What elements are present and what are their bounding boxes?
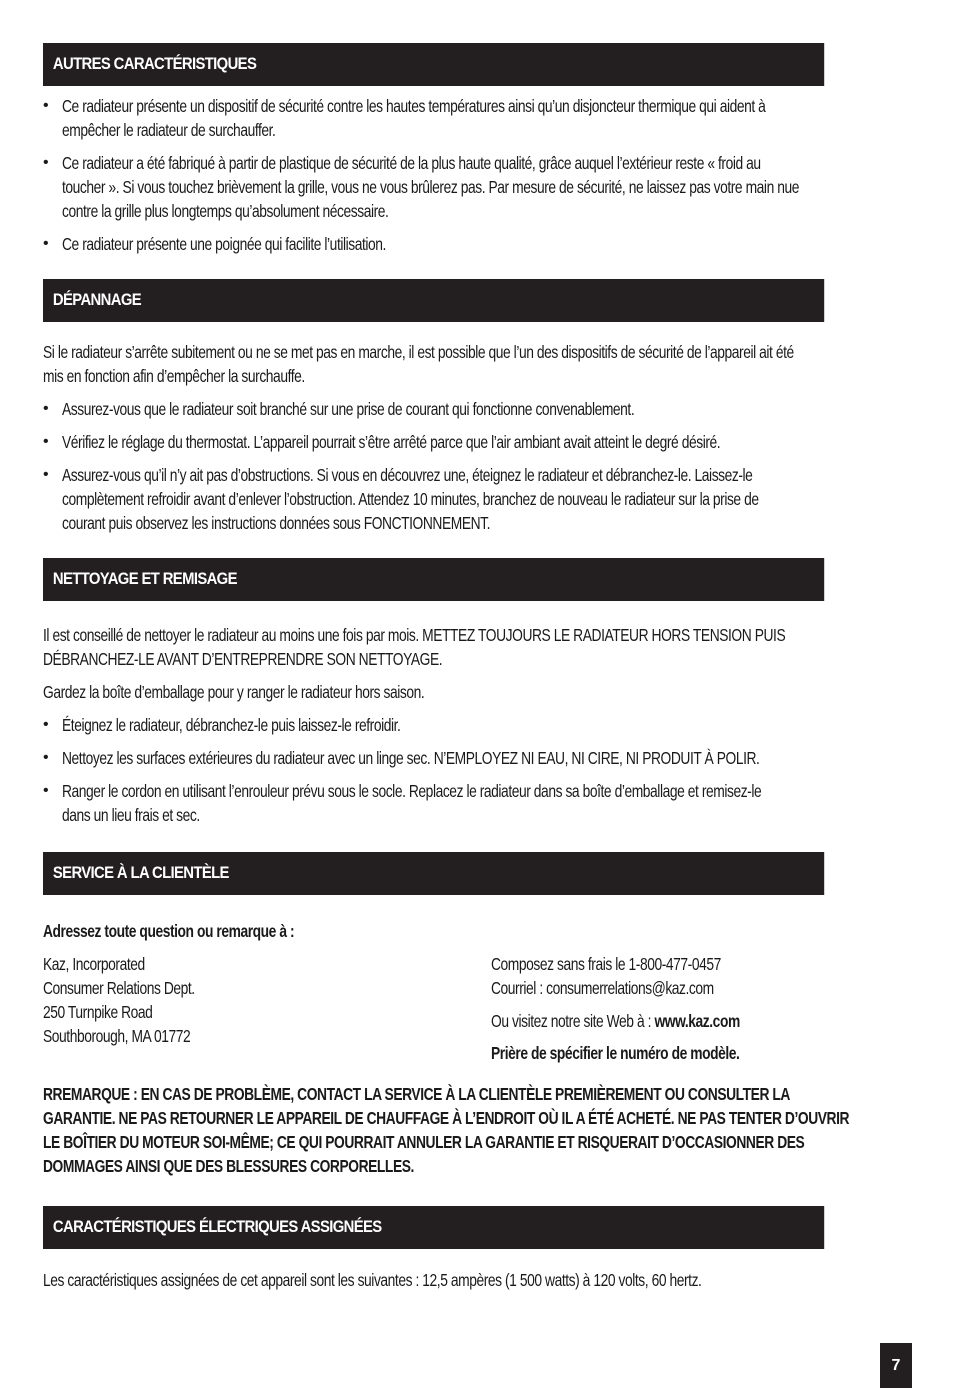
warning-line: GARANTIE. NE PAS RETOURNER LE APPAREIL DE CHAUFFAGE À L’ENDROIT OÙ IL A ÉTÉ ACHETÉ. NE PAS TENTER D’OUVRIR	[43, 1108, 850, 1128]
section-header-nettoyage: NETTOYAGE ET REMISAGE	[43, 558, 824, 601]
section-header-electrique: CARACTÉRISTIQUES ÉLECTRIQUES ASSIGNÉES	[43, 1206, 824, 1249]
list-item-line: Ranger le cordon en utilisant l’enrouleur prévu sous le socle. Replacez le radiateur dans sa boîte d’emballage et remisez-le	[62, 781, 762, 801]
bullet-marker: •	[43, 433, 49, 450]
bullet-marker: •	[43, 782, 49, 799]
address-line: Consumer Relations Dept.	[43, 978, 195, 998]
website-line	[491, 1009, 740, 1033]
electrical-rating: Les caractéristiques assignées de cet appareil sont les suivantes : 12,5 ampères (1 500 watts) à 120 volts, 60 hertz.	[43, 1270, 702, 1290]
section-header-autres: AUTRES CARACTÉRISTIQUES	[43, 43, 824, 86]
warning-line: LE BOÎTIER DU MOTEUR SOI-MÊME; CE QUI POURRAIT ANNULER LA GARANTIE ET RISQUERAIT D’OCCASIONNER DES	[43, 1132, 805, 1152]
paragraph-line: DÉBRANCHEZ-LE AVANT D’ENTREPRENDRE SON NETTOYAGE.	[43, 649, 443, 669]
list-item-line: Assurez-vous que le radiateur soit branché sur une prise de courant qui fonctionne convenablement.	[62, 399, 635, 419]
list-item-line: complètement refroidir avant d’enlever l’obstruction. Attendez 10 minutes, branchez de nouveau le radiateur sur la prise de	[62, 489, 759, 509]
paragraph-line: Gardez la boîte d’emballage pour y ranger le radiateur hors saison.	[43, 682, 425, 702]
bullet-marker: •	[43, 235, 49, 252]
contact-heading: Adressez toute question ou remarque à :	[43, 921, 295, 941]
paragraph-line: mis en fonction afin d’empêcher la surchauffe.	[43, 366, 305, 386]
bullet-marker: •	[43, 466, 49, 483]
address-line: Southborough, MA 01772	[43, 1026, 191, 1046]
address-line: Kaz, Incorporated	[43, 954, 145, 974]
phone-number: Composez sans frais le 1-800-477-0457	[491, 954, 721, 974]
bullet-marker: •	[43, 749, 49, 766]
paragraph-line: Si le radiateur s’arrête subitement ou ne se met pas en marche, il est possible que l’un des dispositifs de sécurité de l’appareil ait été	[43, 342, 794, 362]
list-item-line: Nettoyez les surfaces extérieures du radiateur avec un linge sec. N’EMPLOYEZ NI EAU, NI CIRE, NI PRODUIT À POLIR.	[62, 748, 760, 768]
list-item-line: Ce radiateur a été fabriqué à partir de plastique de sécurité de la plus haute qualité, grâce auquel l’extérieur reste « froid au	[62, 153, 761, 173]
warning-line: RREMARQUE : EN CAS DE PROBLÈME, CONTACT LA SERVICE À LA CLIENTÈLE PREMIÈREMENT OU CONSULTER LA	[43, 1084, 790, 1104]
list-item-line: Éteignez le radiateur, débranchez-le puis laissez-le refroidir.	[62, 715, 401, 735]
bullet-marker: •	[43, 400, 49, 417]
list-item-line: dans un lieu frais et sec.	[62, 805, 200, 825]
website-link[interactable]: www.kaz.com	[654, 1011, 740, 1031]
list-item-line: toucher ». Si vous touchez brièvement la grille, vous ne vous brûlerez pas. Par mesure de sécurité, ne laissez pas votre main nue	[62, 177, 799, 197]
list-item-line: contre la grille plus longtemps qu’absolument nécessaire.	[62, 201, 389, 221]
list-item-line: empêcher le radiateur de surchauffer.	[62, 120, 276, 140]
bullet-marker: •	[43, 97, 49, 114]
list-item-line: Assurez-vous qu’il n’y ait pas d’obstructions. Si vous en découvrez une, éteignez le radiateur et débranchez-le. Laissez-le	[62, 465, 753, 485]
address-line: 250 Turnpike Road	[43, 1002, 153, 1022]
bullet-marker: •	[43, 716, 49, 733]
section-header-service: SERVICE À LA CLIENTÈLE	[43, 852, 824, 895]
page-number: 7	[880, 1343, 912, 1388]
section-header-depannage: DÉPANNAGE	[43, 279, 824, 322]
website-prefix: Ou visitez notre site Web à :	[491, 1011, 655, 1031]
model-note: Prière de spécifier le numéro de modèle.	[491, 1043, 740, 1063]
list-item-line: Ce radiateur présente une poignée qui facilite l’utilisation.	[62, 234, 386, 254]
email-address: Courriel : consumerrelations@kaz.com	[491, 978, 714, 998]
paragraph-line: Il est conseillé de nettoyer le radiateur au moins une fois par mois. METTEZ TOUJOURS LE RADIATEUR HORS TENSION PUIS	[43, 625, 786, 645]
list-item-line: Ce radiateur présente un dispositif de sécurité contre les hautes températures ainsi qu’un disjoncteur thermique qui aident à	[62, 96, 766, 116]
bullet-marker: •	[43, 154, 49, 171]
list-item-line: Vérifiez le réglage du thermostat. L’appareil pourrait s’être arrêté parce que l’air ambiant avait atteint le degré désiré.	[62, 432, 721, 452]
warning-line: DOMMAGES AINSI QUE DES BLESSURES CORPORELLES.	[43, 1156, 414, 1176]
list-item-line: courant puis observez les instructions données sous FONCTIONNEMENT.	[62, 513, 491, 533]
